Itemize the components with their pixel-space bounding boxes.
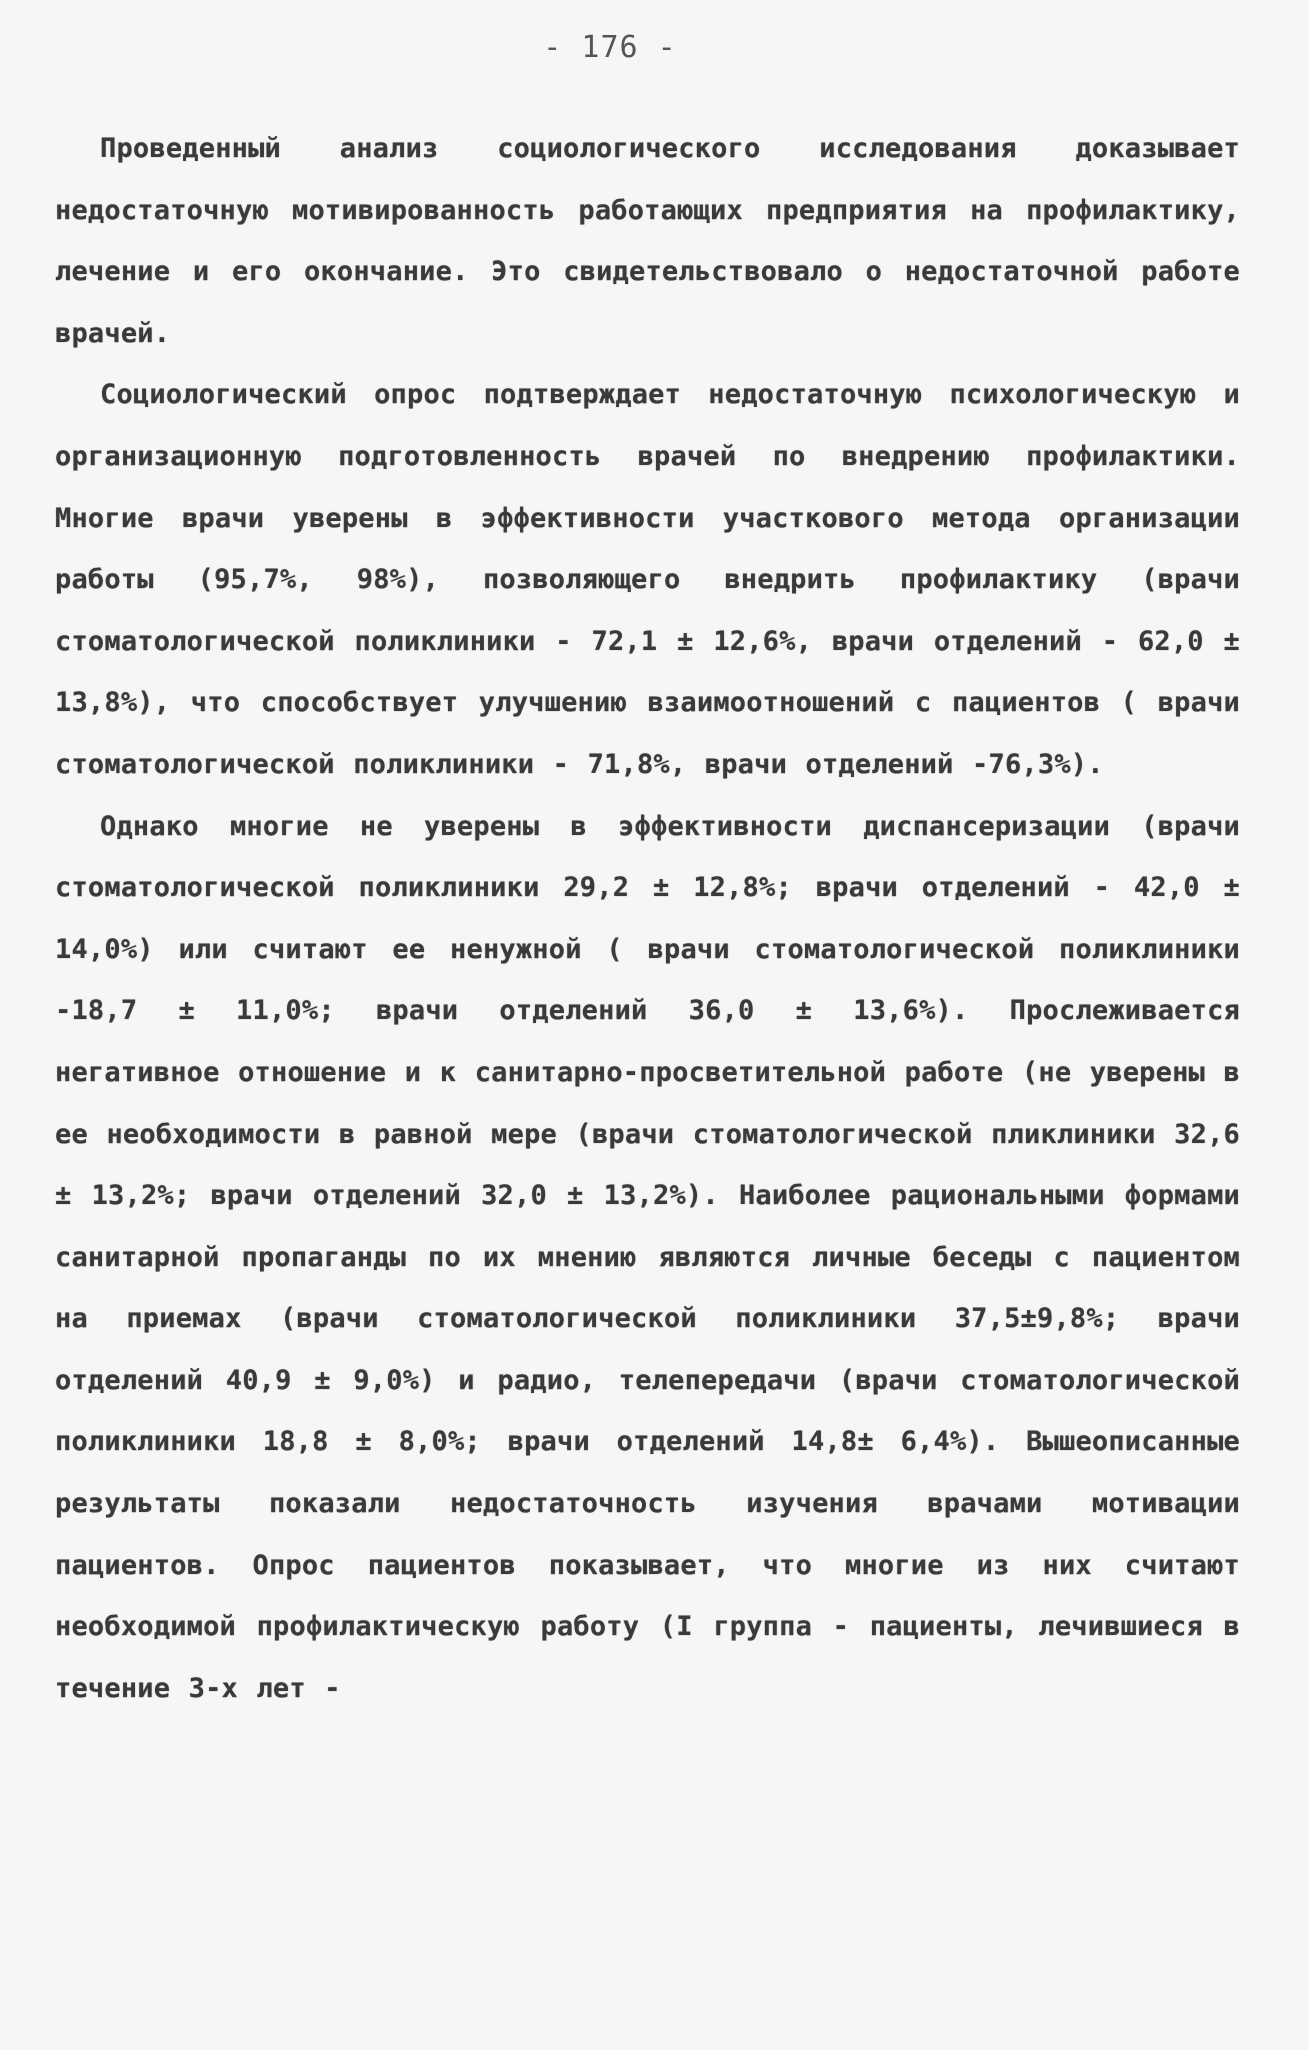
paragraph-3: Однако многие не уверены в эффективности диспансеризации (врачи стоматологической поликлиники 29,2 ± 12,8%; врачи отделений - 42,0 ± 14,0%) или считают ее ненужной ( врачи стоматологической поликлиники -18,7 ± 11,0%; врачи отделений 36,0 ± 13,6%). Прослеживается негативное отношение и к санитарно-просветительной работе (не уверены в ее необходимости в равной мере (врачи стоматологической пликлиники 32,6 ± 13,2%; врачи отделений 32,0 ± 13,2%). Наиболее рациональными формами санитарной пропаганды по их мнению являются личные беседы с пациентом на приемах (врачи стоматологической поликлиники 37,5±9,8%; врачи отделений 40,9 ± 9,0%) и радио, телепередачи (врачи стоматологической поликлиники 18,8 ± 8,0%; врачи отделений 14,8± 6,4%). Вышеописанные результаты показали недостаточность изучения врачами мотивации пациентов. Опрос пациентов показывает, что многие из них считают необходимой профилактическую работу (I группа - пациенты, лечившиеся в течение 3-х лет - xyxy=(55,810,1240,1704)
paragraph-1: Проведенный анализ социологического исследования доказывает недостаточную мотивированность работающих предприятия на профилактику, лечение и его окончание. Это свидетельствовало о недостаточной работе врачей. xyxy=(55,133,1240,349)
body-text xyxy=(55,118,1240,1719)
page-number: - 176 - xyxy=(543,30,677,65)
paragraph-2: Социологический опрос подтверждает недостаточную психологическую и организационную подготовленность врачей по внедрению профилактики. Многие врачи уверены в эффективности участкового метода организации работы (95,7%, 98%), позволяющего внедрить профилактику (врачи стоматологической поликлиники - 72,1 ± 12,6%, врачи отделений - 62,0 ± 13,8%), что способствует улучшению взаимоотношений с пациентов ( врачи стоматологической поликлиники - 71,8%, врачи отделений -76,3%). xyxy=(55,379,1240,780)
